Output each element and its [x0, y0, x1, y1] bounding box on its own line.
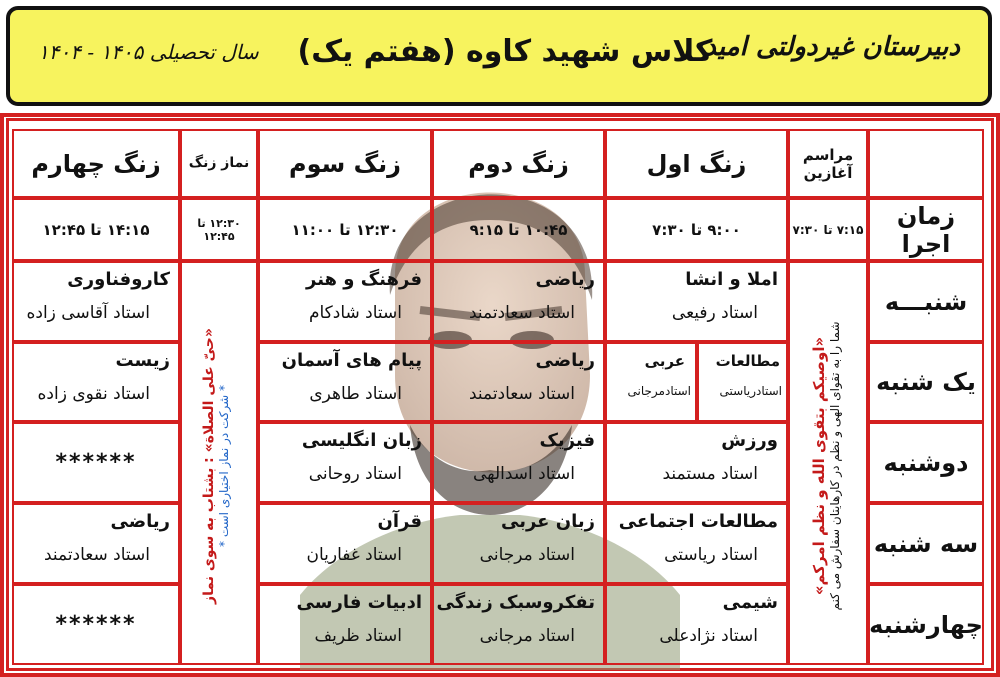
corner-cell	[868, 129, 984, 198]
wed-bell4	[12, 584, 180, 665]
teacher-label: استاد سعادتمند	[468, 303, 575, 323]
col-header-prayer	[180, 129, 258, 198]
col-header-bell3	[258, 129, 432, 198]
sat-bell3	[258, 261, 432, 342]
day-monday	[868, 422, 984, 503]
subject-label: تفکروسبک زندگی	[436, 592, 595, 613]
subject-label: ادبیات فارسی	[296, 592, 422, 613]
academic-year: سال تحصیلی ۱۴۰۵ - ۱۴۰۴	[38, 40, 259, 64]
subject-label: ریاضی	[110, 511, 170, 532]
subject-label: قرآن	[377, 511, 422, 532]
teacher-label: استاد رفیعی	[671, 303, 758, 323]
wed-bell1	[605, 584, 788, 665]
time-bell1	[605, 198, 788, 261]
teacher-label: استاد مرجانی	[479, 626, 575, 646]
teacher-label: استاد روحانی	[308, 464, 402, 484]
time-morning-value: ۷:۱۵ تا ۷:۳۰	[792, 222, 864, 237]
col-header-morning-label: مراسم آغازین	[802, 145, 854, 182]
mon-bell1	[605, 422, 788, 503]
subject-label: ریاضی	[535, 269, 595, 290]
sat-bell4	[12, 261, 180, 342]
time-prayer	[180, 198, 258, 261]
mon-bell4	[12, 422, 180, 503]
sun-bell4	[12, 342, 180, 422]
tue-bell4	[12, 503, 180, 584]
time-bell2-value: ۱۰:۴۵ تا ۹:۱۵	[469, 220, 568, 239]
tue-bell3	[258, 503, 432, 584]
teacher-label: استاد نقوی زاده	[37, 384, 150, 404]
time-prayer-value: ۱۲:۳۰ تا ۱۲:۴۵	[197, 216, 241, 243]
class-title: کلاس شهید کاوه (هفتم یک)	[297, 34, 713, 69]
day-tuesday-label: سه شنبه	[873, 529, 979, 558]
day-saturday-label: شنبـــه	[884, 287, 968, 316]
teacher-label: استاد سعادتمند	[43, 545, 150, 565]
subject-label: مطالعات	[715, 352, 780, 370]
tue-bell2	[432, 503, 605, 584]
subject-label: زبان انگلیسی	[301, 430, 422, 451]
col-header-bell4	[12, 129, 180, 198]
subject-label: پیام های آسمان	[281, 350, 422, 371]
subject-label: فیزیک	[539, 430, 595, 451]
prayer-text: * شرکت در نماز اختیاری است *	[217, 385, 231, 547]
teacher-label: استاد ظریف	[314, 626, 402, 646]
day-sunday-label: یک شنبه	[876, 368, 976, 396]
teacher-label: استاد اسدالهی	[472, 464, 575, 484]
subject-label: املا و انشا	[685, 269, 778, 290]
col-header-prayer-label: نماز زنگ	[188, 155, 250, 171]
teacher-label: استاد ریاستی	[664, 545, 758, 565]
sun-bell1-a	[697, 342, 788, 422]
header-banner	[6, 6, 992, 106]
teacher-label: استاد آقاسی زاده	[26, 303, 150, 323]
teacher-label: استاد شادکام	[308, 303, 402, 323]
wed-bell3	[258, 584, 432, 665]
subject-label: شیمی	[722, 592, 778, 613]
wed-bell2	[432, 584, 605, 665]
sun-bell3	[258, 342, 432, 422]
col-header-bell2-label: زنگ دوم	[468, 149, 569, 178]
day-saturday	[868, 261, 984, 342]
subject-label: ریاضی	[535, 350, 595, 371]
col-header-bell2	[432, 129, 605, 198]
empty-slot-stars: ******	[55, 612, 137, 637]
subject-label: زیست	[115, 350, 170, 371]
subject-label: مطالعات اجتماعی	[618, 511, 778, 532]
time-label: زمان اجرا	[896, 201, 956, 258]
teacher-label: استادمرجانی	[627, 384, 691, 398]
mon-bell2	[432, 422, 605, 503]
time-bell4	[12, 198, 180, 261]
time-bell4-value: ۱۴:۱۵ تا ۱۲:۴۵	[42, 220, 150, 239]
time-bell3	[258, 198, 432, 261]
time-bell2	[432, 198, 605, 261]
morning-note-cell	[788, 261, 868, 665]
day-sunday	[868, 342, 984, 422]
teacher-label: استاد مرجانی	[479, 545, 575, 565]
col-header-bell3-label: زنگ سوم	[289, 149, 401, 178]
teacher-label: استاد سعادتمند	[468, 384, 575, 404]
teacher-label: استادریاستی	[719, 384, 782, 398]
subject-label: کاروفناوری	[67, 269, 170, 290]
sat-bell2	[432, 261, 605, 342]
day-wednesday-label: چهارشنبه	[869, 610, 983, 639]
subject-label: فرهنگ و هنر	[306, 269, 422, 290]
teacher-label: استاد مستمند	[662, 464, 758, 484]
col-header-bell1	[605, 129, 788, 198]
subject-label: عربی	[644, 352, 685, 370]
time-bell1-value: ۹:۰۰ تا ۷:۳۰	[652, 220, 741, 239]
teacher-label: استاد نژادعلی	[659, 626, 758, 646]
prayer-quote: «حیّ علی الصلاة» : بشتاب به سوی نماز	[201, 328, 217, 604]
tue-bell1	[605, 503, 788, 584]
col-header-bell4-label: زنگ چهارم	[31, 149, 161, 178]
school-name: دبیرستان غیردولتی امید	[704, 32, 960, 62]
sun-bell1-b	[605, 342, 697, 422]
day-wednesday	[868, 584, 984, 665]
empty-slot-stars: ******	[55, 450, 137, 475]
day-monday-label: دوشنبه	[883, 448, 969, 477]
row-label-time	[868, 198, 984, 261]
morning-text: شما را به تقوای الهی و نظم در کارهایتان سفارش می کنم	[828, 321, 842, 611]
time-bell3-value: ۱۲:۳۰ تا ۱۱:۰۰	[291, 220, 399, 239]
time-morning	[788, 198, 868, 261]
subject-label: ورزش	[721, 430, 778, 451]
sat-bell1	[605, 261, 788, 342]
morning-quote: «اوصیکم بتقوی الله و نظم امرکم»	[810, 336, 828, 596]
col-header-bell1-label: زنگ اول	[646, 149, 747, 178]
subject-label: زبان عربی	[501, 511, 595, 532]
sun-bell2	[432, 342, 605, 422]
day-tuesday	[868, 503, 984, 584]
teacher-label: استاد غفاریان	[306, 545, 402, 565]
prayer-note	[201, 274, 241, 658]
col-header-morning	[788, 129, 868, 198]
prayer-note-cell	[180, 261, 258, 665]
morning-note	[810, 274, 850, 658]
mon-bell3	[258, 422, 432, 503]
teacher-label: استاد طاهری	[309, 384, 402, 404]
